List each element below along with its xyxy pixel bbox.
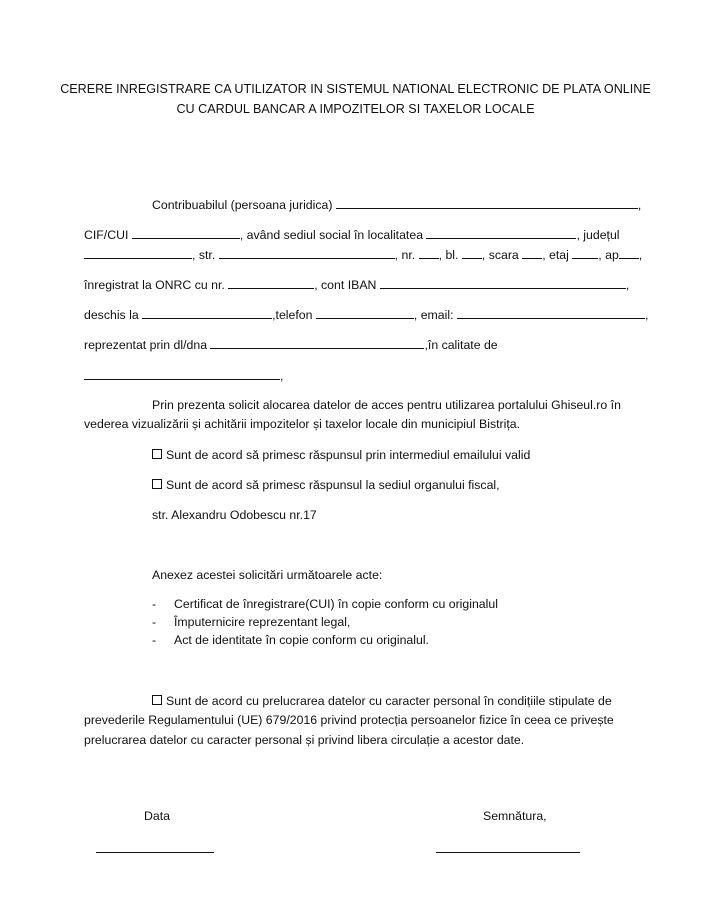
contribuabil-field[interactable] xyxy=(336,197,638,209)
gdpr-consent-option xyxy=(152,694,612,708)
cif-field[interactable] xyxy=(132,227,240,239)
gdpr-line2: prevederile Regulamentului (UE) 679/2016 privind protecția persoanelor fizice în ceea ce privește xyxy=(84,713,614,727)
capacity-row xyxy=(84,368,283,383)
comma: , xyxy=(192,248,196,262)
representative-field[interactable] xyxy=(210,337,424,349)
list-bullet: - xyxy=(152,615,157,629)
contribuabil-row xyxy=(152,197,641,212)
judet-label: , județul xyxy=(576,228,620,242)
comma: , xyxy=(280,369,284,383)
nr-label: , nr. xyxy=(394,248,416,262)
onrc-field[interactable] xyxy=(228,277,314,289)
cif-row xyxy=(84,227,620,242)
str-label: str. xyxy=(198,248,216,262)
request-line1: Prin prezenta solicit alocarea datelor de acces pentru utilizarea portalului Ghiseul.ro în xyxy=(152,398,621,412)
address-row xyxy=(84,247,642,262)
bl-field[interactable] xyxy=(462,247,482,259)
annex-item-label: Certificat de înregistrare(CUI) în copie conform cu originalul xyxy=(174,597,498,611)
onrc-row xyxy=(84,277,629,292)
office-consent-option xyxy=(152,478,500,492)
list-bullet: - xyxy=(152,597,157,611)
annex-item-label: Act de identitate în copie conform cu originalul. xyxy=(174,633,429,647)
street-field[interactable] xyxy=(219,247,395,259)
nr-field[interactable] xyxy=(419,247,439,259)
comma: , xyxy=(644,308,649,322)
capacity-field[interactable] xyxy=(84,368,280,380)
email-consent-label: Sunt de acord să primesc răspunsul prin intermediul emailului valid xyxy=(166,448,531,462)
gdpr-line1: Sunt de acord cu prelucrarea datelor cu caracter personal în condițiile stipulate de xyxy=(166,694,612,708)
gdpr-line3: prelucrarea datelor cu caracter personal și privind libera circulație a acestor date. xyxy=(84,733,525,747)
etaj-label: , etaj xyxy=(542,248,569,262)
form-title-line1: CERERE INREGISTRARE CA UTILIZATOR IN SISTEMUL NATIONAL ELECTRONIC DE PLATA ONLINE xyxy=(60,82,651,96)
cif-label: CIF/CUI xyxy=(84,228,129,242)
scara-label: , scara xyxy=(481,248,519,262)
sediu-label: , având sediul social în localitatea xyxy=(239,228,424,242)
list-bullet: - xyxy=(152,633,157,647)
office-consent-label: Sunt de acord să primesc răspunsul la sediul organului fiscal, xyxy=(166,478,500,492)
annex-intro: Anexez acestei solicitări următoarele acte: xyxy=(152,568,383,582)
judet-field[interactable] xyxy=(84,247,192,259)
office-address: str. Alexandru Odobescu nr.17 xyxy=(152,508,317,522)
calitate-label: ,în calitate de xyxy=(424,338,498,352)
reprezentat-label: reprezentat prin dl/dna xyxy=(84,338,208,352)
iban-label: , cont IBAN xyxy=(314,278,377,292)
signature-field[interactable] xyxy=(436,852,580,853)
telefon-label: ,telefon xyxy=(272,308,313,322)
representative-row xyxy=(84,337,498,352)
deschis-label: deschis la xyxy=(84,308,139,322)
ap-label: , ap xyxy=(598,248,619,262)
ap-field[interactable] xyxy=(619,247,639,259)
bank-field[interactable] xyxy=(142,307,272,319)
email-consent-checkbox[interactable] xyxy=(152,449,162,459)
scara-field[interactable] xyxy=(522,247,542,259)
email-field[interactable] xyxy=(457,307,645,319)
iban-field[interactable] xyxy=(380,277,626,289)
email-consent-option xyxy=(152,448,530,462)
etaj-field[interactable] xyxy=(572,247,598,259)
gdpr-consent-checkbox[interactable] xyxy=(152,695,162,705)
telefon-field[interactable] xyxy=(316,307,414,319)
comma: , xyxy=(637,198,642,212)
comma: , xyxy=(625,278,630,292)
bl-label: , bl. xyxy=(438,248,459,262)
comma: , xyxy=(638,248,643,262)
office-consent-checkbox[interactable] xyxy=(152,479,162,489)
date-label: Data xyxy=(144,809,170,823)
contribuabil-label: Contribuabilul (persoana juridica) xyxy=(152,198,333,212)
annex-item xyxy=(152,615,350,629)
bank-contact-row xyxy=(84,307,648,322)
annex-item-label: Împuternicire reprezentant legal, xyxy=(174,615,351,629)
annex-item xyxy=(152,633,429,647)
date-field[interactable] xyxy=(96,852,214,853)
form-title-line2: CU CARDUL BANCAR A IMPOZITELOR SI TAXELOR LOCALE xyxy=(176,102,535,116)
onrc-label: înregistrat la ONRC cu nr. xyxy=(84,278,225,292)
email-label: , email: xyxy=(413,308,454,322)
request-line2: vederea vizualizării și achitării impozitelor și taxelor locale din municipiul Bistrița. xyxy=(84,417,521,431)
signature-label: Semnătura, xyxy=(483,809,547,823)
localitate-field[interactable] xyxy=(426,227,576,239)
annex-item xyxy=(152,597,498,611)
